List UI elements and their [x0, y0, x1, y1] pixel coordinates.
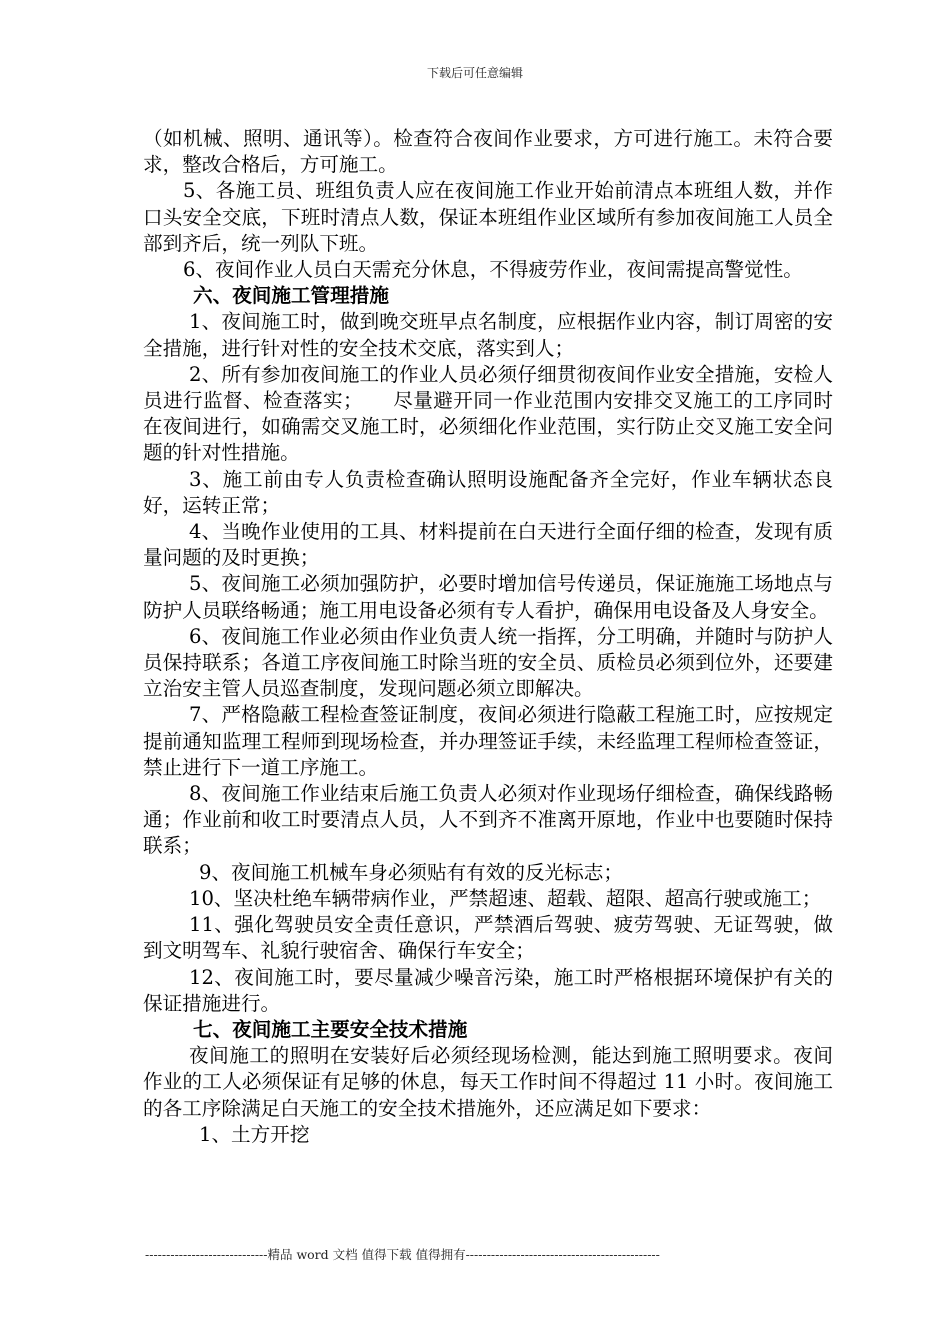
paragraph-measure-3: 3、施工前由专人负责检查确认照明设施配备齐全完好，作业车辆状态良好，运转正常； — [143, 467, 833, 517]
section-heading-6: 六、夜间施工管理措施 — [193, 284, 389, 308]
paragraph-measure-6: 6、夜间施工作业必须由作业负责人统一指挥，分工明确，并随时与防护人员保持联系；各道工序夜间施工时除当班的安全员、质检员必须到位外，还要建立治安主管人员巡查制度，发现问题必须立即解决。 — [143, 624, 833, 701]
paragraph-measure-2: 2、所有参加夜间施工的作业人员必须仔细贯彻夜间作业安全措施，安检人员进行监督、检查落实； 尽量避开同一作业范围内安排交叉施工的工序同时在夜间进行，如确需交叉施工时，必须细化作业范围，实行防止交叉施工安全问题的针对性措施。 — [143, 362, 833, 465]
paragraph-continuation: （如机械、照明、通讯等）。检查符合夜间作业要求，方可进行施工。未符合要求，整改合格后，方可施工。 — [143, 127, 833, 177]
page-footer: -----------------------------精品 word 文档 值得下载 值得拥有---------------------------------------------- — [145, 1248, 660, 1262]
page-header: 下载后可任意编辑 — [426, 66, 523, 80]
paragraph-section-7-intro: 夜间施工的照明在安装好后必须经现场检测，能达到施工照明要求。夜间作业的工人必须保证有足够的休息，每天工作时间不得超过 11 小时。夜间施工的各工序除满足白天施工的安全技术措施外，还应满足如下要求： — [143, 1044, 833, 1120]
paragraph-measure-1: 1、夜间施工时，做到晚交班早点名制度，应根据作业内容，制订周密的安全措施，进行针对性的安全技术交底，落实到人； — [143, 310, 833, 360]
paragraph-measure-9: 9、夜间施工机械车身必须贴有有效的反光标志； — [199, 860, 623, 884]
document-body — [143, 126, 833, 1148]
section-heading-7: 七、夜间施工主要安全技术措施 — [193, 1017, 468, 1041]
paragraph-measure-4: 4、当晚作业使用的工具、材料提前在白天进行全面仔细的检查，发现有质量问题的及时更换； — [143, 520, 833, 570]
paragraph-measure-7: 7、严格隐蔽工程检查签证制度，夜间必须进行隐蔽工程施工时，应按规定提前通知监理工程师到现场检查，并办理签证手续，未经监理工程师检查签证，禁止进行下一道工序施工。 — [143, 703, 833, 779]
paragraph-item-6: 6、夜间作业人员白天需充分休息，不得疲劳作业，夜间需提高警觉性。 — [183, 258, 803, 282]
paragraph-item-5: 5、各施工员、班组负责人应在夜间施工作业开始前清点本班组人数，并作口头安全交底，下班时清点人数，保证本班组作业区域所有参加夜间施工人员全部到齐后，统一列队下班。 — [143, 179, 833, 255]
subheading-earthwork: 1、土方开挖 — [199, 1122, 310, 1146]
paragraph-measure-10: 10、坚决杜绝车辆带病作业，严禁超速、超载、超限、超高行驶或施工； — [189, 886, 822, 910]
paragraph-measure-11: 11、强化驾驶员安全责任意识，严禁酒后驾驶、疲劳驾驶、无证驾驶，做到文明驾车、礼貌行驶宿舍、确保行车安全； — [143, 913, 833, 963]
paragraph-measure-8: 8、夜间施工作业结束后施工负责人必须对作业现场仔细检查，确保线路畅通；作业前和收工时要清点人员，人不到齐不准离开原地，作业中也要随时保持联系； — [143, 782, 833, 858]
paragraph-measure-5: 5、夜间施工必须加强防护，必要时增加信号传递员，保证施施工场地点与防护人员联络畅通；施工用电设备必须有专人看护，确保用电设备及人身安全。 — [143, 572, 833, 622]
paragraph-measure-12: 12、夜间施工时，要尽量减少噪音污染，施工时严格根据环境保护有关的保证措施进行。 — [143, 965, 833, 1015]
